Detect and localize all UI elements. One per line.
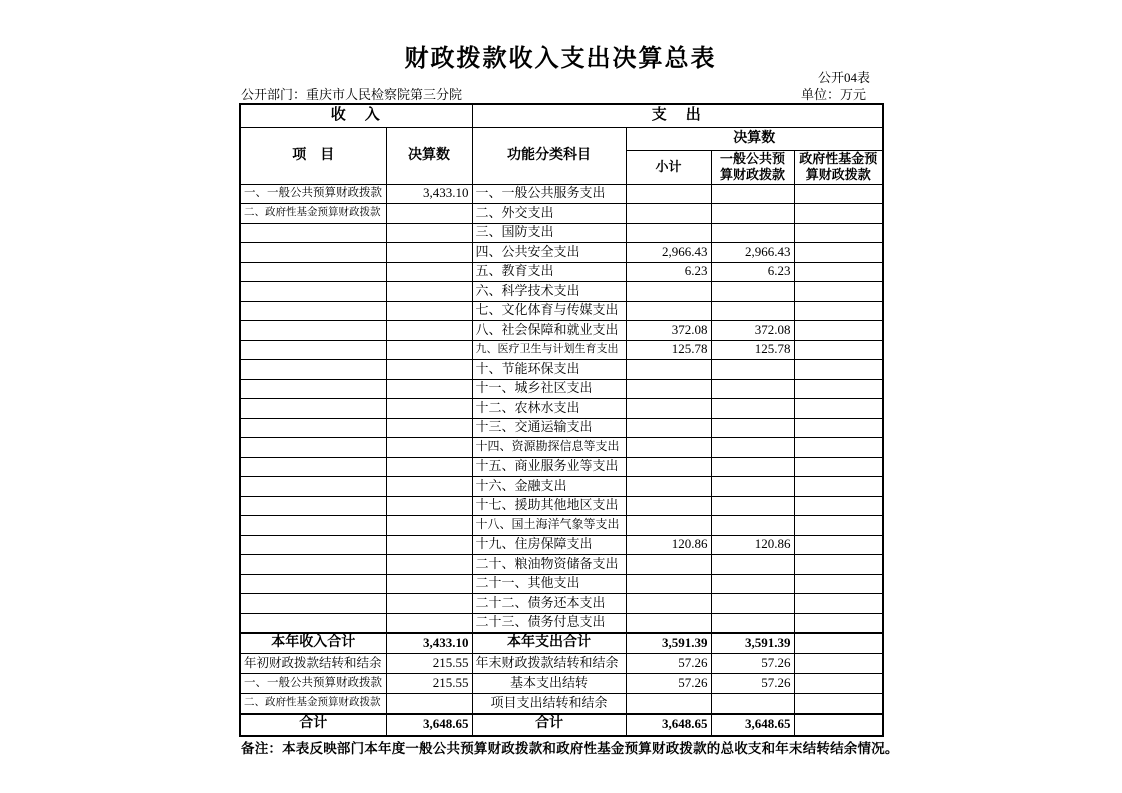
expense-fund-budget-cell (794, 243, 883, 263)
expense-subtotal-cell (626, 694, 711, 714)
expense-item-cell: 十九、住房保障支出 (472, 535, 626, 555)
col-header-amount-group: 决算数 (626, 128, 883, 151)
expense-item-cell: 六、科学技术支出 (472, 282, 626, 302)
expense-general-budget-cell: 3,648.65 (711, 714, 794, 736)
income-amount-cell (386, 594, 472, 614)
income-item-cell (240, 379, 386, 399)
expense-general-budget-cell (711, 594, 794, 614)
expense-fund-budget-cell (794, 184, 883, 204)
income-amount-cell (386, 340, 472, 360)
expense-item-cell: 二十三、债务付息支出 (472, 613, 626, 633)
expense-subtotal-cell (626, 477, 711, 497)
expense-general-budget-cell (711, 555, 794, 575)
expense-fund-budget-cell (794, 204, 883, 224)
expense-subtotal-cell: 6.23 (626, 262, 711, 282)
income-item-cell (240, 301, 386, 321)
income-item-cell (240, 457, 386, 477)
income-amount-cell (386, 438, 472, 458)
expense-general-budget-cell (711, 399, 794, 419)
table-row (240, 594, 883, 614)
income-amount-cell (386, 535, 472, 555)
col-header-amount: 决算数 (386, 128, 472, 185)
expense-subtotal-cell (626, 282, 711, 302)
expense-subtotal-cell (626, 223, 711, 243)
expense-fund-budget-cell (794, 223, 883, 243)
expense-general-budget-cell (711, 438, 794, 458)
expense-subtotal-cell: 57.26 (626, 674, 711, 694)
expense-general-budget-cell: 2,966.43 (711, 243, 794, 263)
income-item-cell (240, 321, 386, 341)
expense-fund-budget-cell (794, 633, 883, 654)
expense-general-budget-cell (711, 574, 794, 594)
expense-fund-budget-cell (794, 714, 883, 736)
table-row (240, 399, 883, 419)
income-item-cell: 本年收入合计 (240, 633, 386, 654)
expense-general-budget-cell: 125.78 (711, 340, 794, 360)
expense-fund-budget-cell (794, 613, 883, 633)
income-amount-cell (386, 555, 472, 575)
expense-fund-budget-cell (794, 379, 883, 399)
income-item-cell (240, 262, 386, 282)
income-amount-cell: 215.55 (386, 674, 472, 694)
expense-general-budget-cell (711, 184, 794, 204)
table-row (240, 496, 883, 516)
income-amount-cell (386, 204, 472, 224)
expense-item-cell: 十六、金融支出 (472, 477, 626, 497)
department-label: 公开部门：重庆市人民检察院第三分院 (241, 87, 463, 102)
income-item-cell (240, 340, 386, 360)
col-header-government-fund-budget: 政府性基金预算财政拨款 (794, 151, 883, 185)
table-row (240, 555, 883, 575)
income-amount-cell (386, 613, 472, 633)
table-row (240, 223, 883, 243)
section-header-row (240, 104, 883, 128)
expense-item-cell: 年末财政拨款结转和结余 (472, 654, 626, 674)
income-section-header: 收 入 (240, 104, 472, 128)
expense-general-budget-cell: 3,591.39 (711, 633, 794, 654)
expense-item-cell: 十、节能环保支出 (472, 360, 626, 380)
expense-fund-budget-cell (794, 438, 883, 458)
total-row (240, 714, 883, 736)
expense-general-budget-cell (711, 694, 794, 714)
expense-general-budget-cell (711, 516, 794, 536)
income-amount-cell: 3,433.10 (386, 633, 472, 654)
expense-fund-budget-cell (794, 399, 883, 419)
income-item-cell (240, 243, 386, 263)
expense-subtotal-cell (626, 555, 711, 575)
expense-fund-budget-cell (794, 535, 883, 555)
income-amount-cell (386, 360, 472, 380)
document-sheet (239, 0, 899, 793)
unit-label: 单位：万元 (800, 87, 866, 102)
expense-subtotal-cell (626, 574, 711, 594)
expense-subtotal-cell (626, 204, 711, 224)
expense-fund-budget-cell (794, 477, 883, 497)
expense-fund-budget-cell (794, 360, 883, 380)
income-amount-cell (386, 399, 472, 419)
expense-item-cell: 二十、粮油物资储备支出 (472, 555, 626, 575)
expense-subtotal-cell (626, 457, 711, 477)
income-item-cell: 一、一般公共预算财政拨款 (240, 184, 386, 204)
expense-fund-budget-cell (794, 457, 883, 477)
table-row (240, 654, 883, 674)
expense-subtotal-cell (626, 516, 711, 536)
expense-item-cell: 五、教育支出 (472, 262, 626, 282)
final-accounts-table (239, 103, 884, 737)
expense-general-budget-cell: 57.26 (711, 674, 794, 694)
income-amount-cell (386, 321, 472, 341)
income-item-cell (240, 477, 386, 497)
table-row (240, 535, 883, 555)
income-item-cell (240, 438, 386, 458)
expense-general-budget-cell (711, 496, 794, 516)
table-row (240, 694, 883, 714)
expense-item-cell: 九、医疗卫生与计划生育支出 (472, 340, 626, 360)
expense-general-budget-cell: 120.86 (711, 535, 794, 555)
expense-general-budget-cell (711, 379, 794, 399)
income-amount-cell (386, 496, 472, 516)
expense-fund-budget-cell (794, 262, 883, 282)
table-code-label: 公开04表 (817, 70, 870, 85)
expense-item-cell: 项目支出结转和结余 (472, 694, 626, 714)
income-item-cell: 合计 (240, 714, 386, 736)
income-item-cell: 一、一般公共预算财政拨款 (240, 674, 386, 694)
income-amount-cell (386, 694, 472, 714)
income-amount-cell (386, 418, 472, 438)
income-amount-cell: 3,433.10 (386, 184, 472, 204)
expense-item-cell: 七、文化体育与传媒支出 (472, 301, 626, 321)
expense-item-cell: 八、社会保障和就业支出 (472, 321, 626, 341)
expense-item-cell: 基本支出结转 (472, 674, 626, 694)
col-header-general-public-budget: 一般公共预算财政拨款 (711, 151, 794, 185)
table-row (240, 282, 883, 302)
expense-item-cell: 四、公共安全支出 (472, 243, 626, 263)
income-item-cell: 二、政府性基金预算财政拨款 (240, 204, 386, 224)
income-amount-cell (386, 301, 472, 321)
expense-subtotal-cell (626, 418, 711, 438)
income-item-cell (240, 496, 386, 516)
expense-subtotal-cell: 125.78 (626, 340, 711, 360)
expense-fund-budget-cell (794, 418, 883, 438)
expense-subtotal-cell (626, 184, 711, 204)
expense-section-header: 支 出 (472, 104, 883, 128)
page-title: 财政拨款收入支出决算总表 (404, 45, 717, 72)
column-header-row-1 (240, 128, 883, 151)
expense-subtotal-cell (626, 438, 711, 458)
expense-item-cell: 二十一、其他支出 (472, 574, 626, 594)
income-item-cell (240, 535, 386, 555)
table-row (240, 457, 883, 477)
income-amount-cell (386, 516, 472, 536)
income-amount-cell: 3,648.65 (386, 714, 472, 736)
expense-general-budget-cell (711, 301, 794, 321)
expense-subtotal-cell: 3,648.65 (626, 714, 711, 736)
income-amount-cell (386, 574, 472, 594)
table-row (240, 321, 883, 341)
table-row (240, 262, 883, 282)
expense-fund-budget-cell (794, 555, 883, 575)
expense-fund-budget-cell (794, 694, 883, 714)
expense-fund-budget-cell (794, 301, 883, 321)
income-item-cell (240, 613, 386, 633)
expense-subtotal-cell (626, 594, 711, 614)
income-amount-cell (386, 243, 472, 263)
expense-item-cell: 十一、城乡社区支出 (472, 379, 626, 399)
table-body (240, 184, 883, 736)
income-item-cell (240, 360, 386, 380)
income-item-cell (240, 282, 386, 302)
expense-fund-budget-cell (794, 321, 883, 341)
table-row (240, 477, 883, 497)
table-row (240, 438, 883, 458)
expense-item-cell: 合计 (472, 714, 626, 736)
col-header-function-subject: 功能分类科目 (472, 128, 626, 185)
income-item-cell: 二、政府性基金预算财政拨款 (240, 694, 386, 714)
expense-fund-budget-cell (794, 654, 883, 674)
expense-general-budget-cell (711, 613, 794, 633)
income-amount-cell (386, 262, 472, 282)
expense-fund-budget-cell (794, 574, 883, 594)
expense-subtotal-cell (626, 613, 711, 633)
expense-general-budget-cell (711, 418, 794, 438)
table-row (240, 243, 883, 263)
table-row (240, 516, 883, 536)
expense-subtotal-cell: 120.86 (626, 535, 711, 555)
expense-item-cell: 十二、农林水支出 (472, 399, 626, 419)
expense-general-budget-cell (711, 282, 794, 302)
table-row (240, 301, 883, 321)
income-item-cell (240, 574, 386, 594)
income-amount-cell (386, 477, 472, 497)
expense-subtotal-cell (626, 379, 711, 399)
table-row (240, 184, 883, 204)
income-item-cell (240, 555, 386, 575)
expense-subtotal-cell: 372.08 (626, 321, 711, 341)
expense-subtotal-cell: 2,966.43 (626, 243, 711, 263)
income-item-cell (240, 399, 386, 419)
expense-general-budget-cell (711, 477, 794, 497)
expense-general-budget-cell (711, 360, 794, 380)
expense-item-cell: 二十二、债务还本支出 (472, 594, 626, 614)
col-header-subtotal: 小计 (626, 151, 711, 185)
expense-item-cell: 本年支出合计 (472, 633, 626, 654)
income-item-cell: 年初财政拨款结转和结余 (240, 654, 386, 674)
expense-general-budget-cell (711, 223, 794, 243)
expense-item-cell: 一、一般公共服务支出 (472, 184, 626, 204)
expense-fund-budget-cell (794, 594, 883, 614)
income-item-cell (240, 594, 386, 614)
expense-fund-budget-cell (794, 516, 883, 536)
income-item-cell (240, 223, 386, 243)
expense-item-cell: 十五、商业服务业等支出 (472, 457, 626, 477)
expense-item-cell: 二、外交支出 (472, 204, 626, 224)
table-row (240, 418, 883, 438)
expense-item-cell: 十四、资源勘探信息等支出 (472, 438, 626, 458)
expense-general-budget-cell (711, 204, 794, 224)
table-row (240, 613, 883, 633)
expense-subtotal-cell (626, 360, 711, 380)
table-row (240, 204, 883, 224)
expense-subtotal-cell (626, 399, 711, 419)
col-header-item: 项 目 (240, 128, 386, 185)
expense-fund-budget-cell (794, 496, 883, 516)
expense-item-cell: 三、国防支出 (472, 223, 626, 243)
expense-general-budget-cell: 6.23 (711, 262, 794, 282)
income-amount-cell (386, 282, 472, 302)
expense-fund-budget-cell (794, 674, 883, 694)
expense-item-cell: 十三、交通运输支出 (472, 418, 626, 438)
expense-general-budget-cell: 57.26 (711, 654, 794, 674)
expense-subtotal-cell: 3,591.39 (626, 633, 711, 654)
table-row (240, 574, 883, 594)
expense-item-cell: 十八、国土海洋气象等支出 (472, 516, 626, 536)
income-amount-cell: 215.55 (386, 654, 472, 674)
income-amount-cell (386, 457, 472, 477)
expense-subtotal-cell (626, 496, 711, 516)
table-row (240, 360, 883, 380)
table-row (240, 340, 883, 360)
expense-general-budget-cell (711, 457, 794, 477)
expense-subtotal-cell (626, 301, 711, 321)
total-row (240, 633, 883, 654)
expense-fund-budget-cell (794, 282, 883, 302)
income-item-cell (240, 418, 386, 438)
income-amount-cell (386, 379, 472, 399)
table-head (240, 104, 883, 184)
expense-general-budget-cell: 372.08 (711, 321, 794, 341)
table-row (240, 379, 883, 399)
expense-fund-budget-cell (794, 340, 883, 360)
footnote: 备注：本表反映部门本年度一般公共预算财政拨款和政府性基金预算财政拨款的总收支和年末结转结余情况。 (241, 741, 899, 756)
income-item-cell (240, 516, 386, 536)
income-amount-cell (386, 223, 472, 243)
expense-subtotal-cell: 57.26 (626, 654, 711, 674)
table-row (240, 674, 883, 694)
expense-item-cell: 十七、援助其他地区支出 (472, 496, 626, 516)
